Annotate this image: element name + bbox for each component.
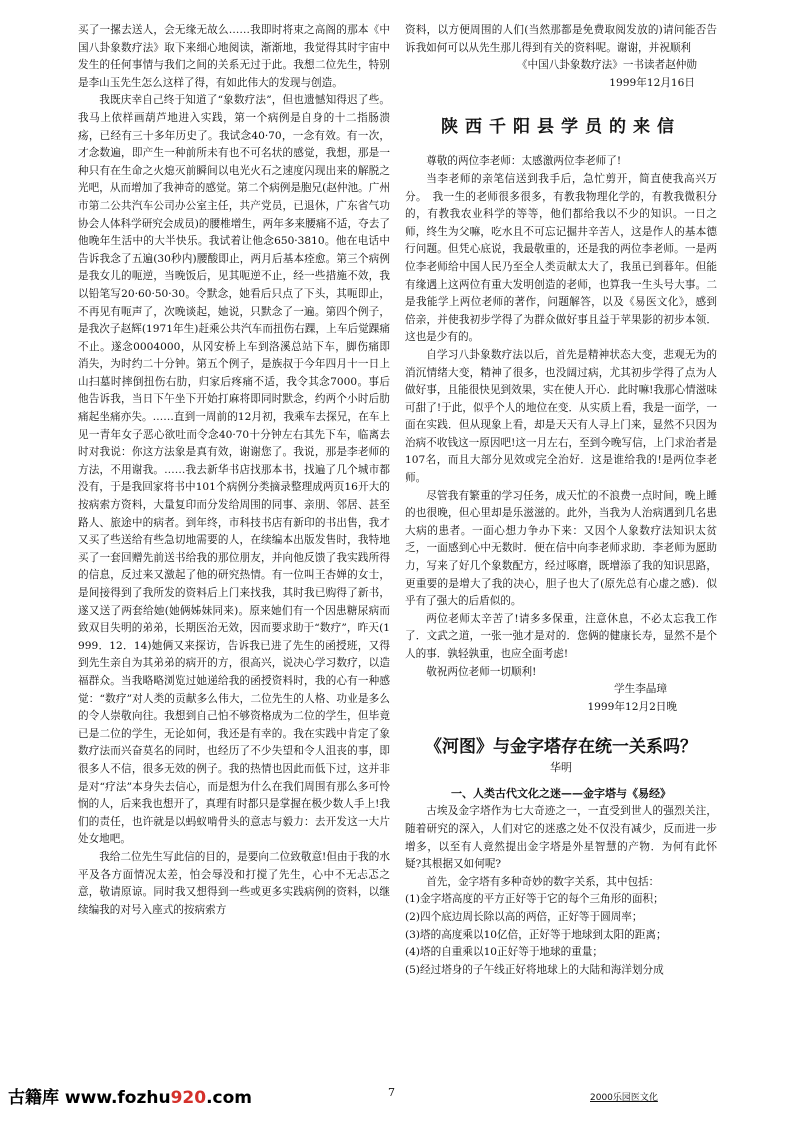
letter-paragraph: 买了一摞去送人，会无缘无故么……我即时将束之高阁的那本《中国八卦象数疗法》取下来细心地阅读，渐渐地，我觉得其时宇宙中发生的任何事情与我们之间的关系无过于此。我想二位先生，特别是李山玉先生怎么这样了得，有如此伟大的发现与创造。 bbox=[78, 24, 390, 89]
article-paragraph: 古埃及金字塔作为七大奇迹之一，一直受到世人的强烈关注，随着研究的深入，人们对它的迷惑之处不仅没有减少，反而进一步增多，以至有人竟然提出金字塔是外星智慧的产物．为何有此怀疑?其根据又如何呢? bbox=[405, 805, 717, 871]
letter-paragraph: 我既庆幸自己终于知道了“象数疗法”，但也遗憾知得迟了些。我马上依样画葫芦地进入实践，第一个病例是自身的十二指肠溃疡，已经有三十多年历史了。我试念40·70，一念有效。有一次，才念数遍，即产生一种前所未有也不可名状的感觉，我想，那是一种只有在生命之火熄灭前瞬间以电光火石之速度闪现出来的解脱之光吧，从而增加了我神奇的感觉。第二个病例是胞兄(赵仲池。广州市第二公共汽车公司办公室主任，共产党员，已退休，广东省气功协会人体科学研究会成员)的腰椎增生，两年多来腰痛不适，夺去了他晚年生活中的大半快乐。我试着让他念650·3810。他在电话中告诉我念了五遍(30秒内)腰酸即止，两月后基本痊愈。第三个病例是我女儿的呃逆，当晚饭后，见其呃逆不止，经一些措施不效，我以铅笔写20·60·50·30。令默念，她看后只点了下头，其呃即止，不再见有呃声了，次晚谈起，她说，只默念了一遍。第四个例子，是我次子赵辉(1971年生)赶乘公共汽车而扭伤右踝，上车后觉踝痛不止。遂念0004000，从冈安桥上车到洛溪总站下车，脚伤痛即消失，为时约二十分钟。第五个例子，是族叔于今年四月十一日上山扫墓时摔倒扭伤右肋，归家后疼痛不适，我令其念7000。事后他告诉我，当日下午坐下开始打麻将即同时默念，约两个小时后肋痛起坐痛亦失。……直到一周前的12月初，我乘车去探兄，在车上见一青年女子恶心欲吐而令念40·70十分钟左右其先下车，临离去时对我说：你这方法象是真有效，谢谢您了。我说，那是李老师的方法，不用谢我。……我去新华书店找那本书，找遍了几个城市都没有，于是我回家将书中101个病例分类摘录整理成两页16开大的按病索方资料，大量复印而分发给周围的同事、亲朋、邻居、甚至路人、旅途中的病者。到年终，市科技书店有新印的书出售，我才又买了些送给有些急切地需要的人，在续编本出版发售时，我特地买了一套回赠先前送书给我的那位朋友，并向他反馈了我实践所得的信息，反过来又激起了他的研究热情。有一位叫王杏婵的女士，是间接得到了我所发的资料后上门来找我，其时我已购得了新书，遂又送了两套给她(她俩姊妹同来)。原来她们有一个因患糖尿病而致双目失明的弟弟，长期医治无效，因而要求助于“数疗”，昨天(1999．12．14)她俩又来探访，告诉我已进了先生的函授班，又得到先生亲自为其弟弟的病开的方，很高兴，说决心学习数疗，以造福群众。当我略略浏览过她递给我的函授资料时，我的心有一种感觉：“数疗”对人类的贡献多么伟大，二位先生的人格、功业是多么的令人崇敬向往。我想到自己怕不够资格成为二位的学生，但毕竟已是二位的学生，无论如何，我还是有幸的。我在实践中肯定了象数疗法而兴奋莫名的同时，也经历了不少失望和令人沮丧的事，即很多人不信，很多无效的例子。我的热情也因此而低下过，这并非是对“疗法”本身失去信心，而是想为什么在我们周围有那么多可怜悯的人，后来我也想开了，真理有时都只是掌握在极少数人手上!我们的责任，也许就是以蚂蚁啃骨头的意志与毅力：去开发这一大片处女地吧。 bbox=[78, 94, 390, 846]
left-column bbox=[78, 22, 390, 919]
article-paragraph: 首先，金字塔有多种奇妙的数字关系，其中包括： bbox=[426, 875, 660, 888]
letter-paragraph: 尽管我有繁重的学习任务，成天忙的不浪费一点时间，晚上睡的也很晚，但心里却是乐滋滋的。此外，当我为人治病遇到几名患大病的患者。一面心想力争办下来：又因个人象数疗法知识太贫乏，一面感到心中无数时．便在信中向李老师求助．李老师为愿助力，写来了好几个象数配方，经过啄磨，既增添了我的知识思路，更重要的是增大了我的决心，胆子也大了(原先总有心虚之感)．似乎有了强大的后盾似的。 bbox=[405, 489, 717, 608]
article-title: 《河图》与金字塔存在统一关系吗？ bbox=[425, 737, 697, 758]
letter-greeting: 尊敬的两位李老师：太感激两位李老师了! bbox=[426, 155, 622, 168]
watermark-url: www.fozhu920.com bbox=[64, 1088, 253, 1108]
watermark-prefix: 古籍库 bbox=[8, 1088, 59, 1108]
list-item: (1)金字塔高度的平方正好等于它的每个三角形的面积； bbox=[405, 893, 664, 906]
letter-date: 1999年12月16日 bbox=[609, 76, 695, 89]
letter-continuation: 资料，以方便周围的人们(当然那都是免费取阅发放的)请问能否告诉我如何可以从先生那儿得到有关的资料呢。谢谢，并祝顺利 bbox=[405, 24, 717, 54]
letter-signature: 《中国八卦象数疗法》一书读者赵仲勋 bbox=[516, 59, 697, 72]
letter-date: 1999年12月2日晚 bbox=[587, 700, 677, 713]
letter-signature: 学生李晶璋 bbox=[614, 683, 667, 696]
letter-paragraph: 我给二位先生写此信的目的，是要向二位致敬意!但由于我的水平及各方面情况太差，怕会辱没和打搅了先生，心中不无忐忑之意，敬请原谅。同时我又想得到一些或更多实践病例的资料，以继续编我的对号入座式的按病索方 bbox=[78, 850, 390, 916]
letter-paragraph: 当李老师的亲笔信送到我手后，急忙剪开，简直使我高兴万分。 我一生的老师很多很多，有教我物理化学的，有教我微积分的，有教我农业科学的等等，他们都给我以不少的知识。一日之师，终生为父嘛，吃水且不可忘记掘井辛苦人，这是作人的基本德行问题。但凭心底说，我最敬重的，还是我的两位李老师。一是两位李老师给中国人民乃至全人类贡献太大了，我虽已到暮年。但能有缘遇上这两位有重大发明创造的老师，也算我一生头号大事。二是我能学上两位老师的著作，问题解答，以及《易医文化》，感到倍亲，并使我初步学得了为群众做好事且益于苹果影的初步本领．这也是少有的。 bbox=[405, 172, 717, 344]
section-heading: 一、人类古代文化之迷——金字塔与《易经》 bbox=[451, 787, 671, 801]
letter-closing: 敬祝两位老师一切顺利! bbox=[426, 665, 537, 678]
list-item: (2)四个底边周长除以高的两倍，正好等于圆周率； bbox=[405, 910, 643, 923]
article-author: 华明 bbox=[550, 761, 572, 775]
list-item: (5)经过塔身的子午线正好将地球上的大陆和海洋划分成 bbox=[405, 963, 664, 976]
letter-title: 陕西千阳县学员的来信 bbox=[441, 117, 681, 138]
letter-paragraph: 两位老师太辛苦了!请多多保重，注意休息，不必太忘我工作了．文武之道，一张一弛才是对的．您俩的健康长寿，显然不是个人的事．孰轻孰重，也应全面考虑! bbox=[405, 612, 717, 660]
footer-publication: 2000乐园医文化 bbox=[590, 1093, 658, 1103]
list-item: (3)塔的高度乘以10亿倍，正好等于地球到太阳的距离； bbox=[405, 928, 667, 941]
right-column bbox=[405, 22, 717, 979]
letter-paragraph: 自学习八卦象数疗法以后，首先是精神状态大变，悲观无为的消沉情绪大变，精神了很多，也没阔过病，尤其初步学得了点为人做好事，且能很快见到效果，实在使人开心．此时嘛!我那心情滋味可甜了!于此，似乎个人的地位在变．从实质上看，我是一面学，一面在实践．但从现象上看，却是天天有人寻上门来，显然不只因为治病不收钱这一原因吧!这一月左右，至到今晚写信，上门求治者是107名，而且大部分见效或完全治好．这是谁给我的!是两位李老师。 bbox=[405, 348, 717, 485]
list-item: (4)塔的自重乘以10正好等于地球的重量； bbox=[405, 946, 603, 959]
page-number: 7 bbox=[388, 1086, 395, 1099]
site-watermark bbox=[8, 1083, 252, 1108]
